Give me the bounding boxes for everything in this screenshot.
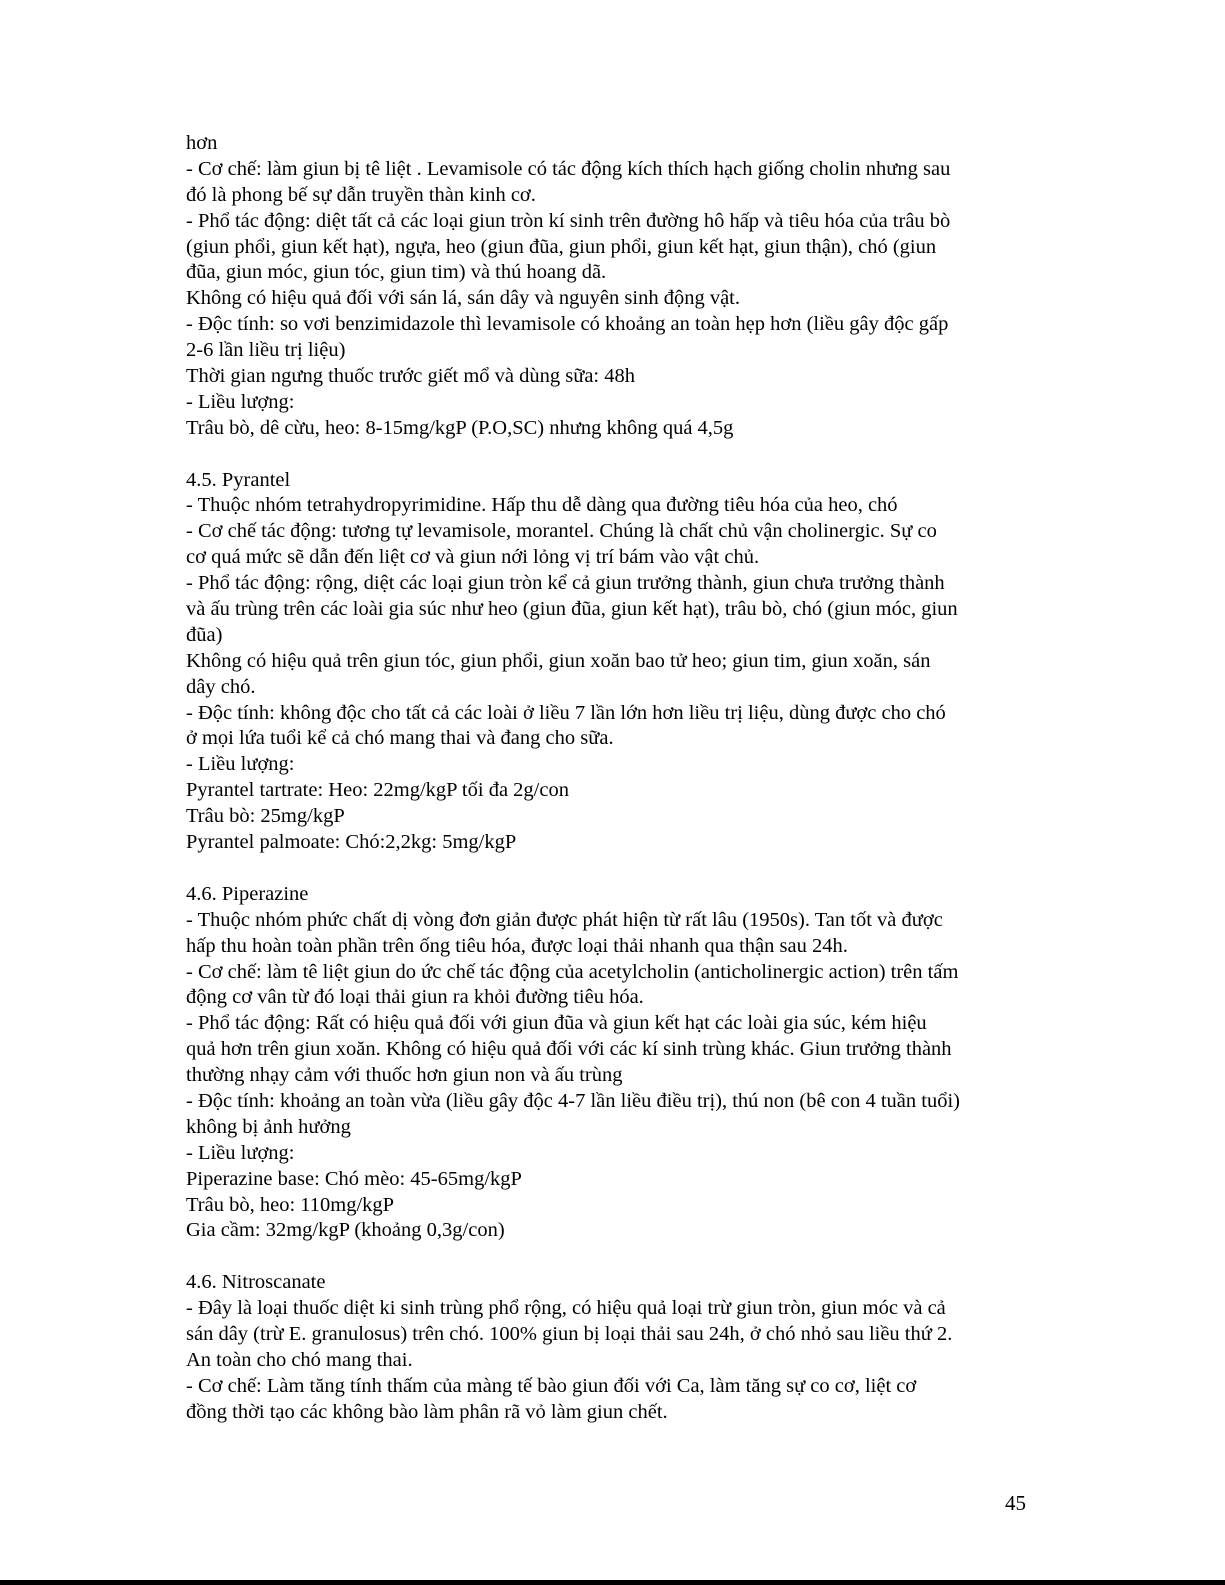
page-bottom-edge (0, 1580, 1225, 1585)
text-line: quả hơn trên giun xoăn. Không có hiệu quả đối với các kí sinh trùng khác. Giun trưởng thành (186, 1038, 952, 1061)
text-line: thường nhạy cảm với thuốc hơn giun non và ấu trùng (186, 1064, 623, 1087)
text-line: - Liều lượng: (186, 390, 295, 413)
text-line: không bị ảnh hưởng (186, 1115, 351, 1138)
text-line: - Phổ tác động: diệt tất cả các loại giun tròn kí sinh trên đường hô hấp và tiêu hóa của trâu bò (186, 209, 951, 232)
text-line: Không có hiệu quả đối với sán lá, sán dây và nguyên sinh động vật. (186, 287, 740, 310)
text-line: sán dây (trừ E. granulosus) trên chó. 100% giun bị loại thải sau 24h, ở chó nhỏ sau liều thứ 2. (186, 1322, 953, 1345)
text-line: Không có hiệu quả trên giun tóc, giun phổi, giun xoăn bao tử heo; giun tim, giun xoăn, sán (186, 649, 931, 672)
text-line: Trâu bò, dê cừu, heo: 8-15mg/kgP (P.O,SC) nhưng không quá 4,5g (186, 416, 734, 439)
text-line: - Cơ chế: Làm tăng tính thấm của màng tế bào giun đối với Ca, làm tăng sự co cơ, liệt cơ (186, 1374, 917, 1397)
text-line: đũa, giun móc, giun tóc, giun tim) và thú hoang dã. (186, 261, 607, 284)
text-line: dây chó. (186, 675, 256, 698)
text-line: Trâu bò: 25mg/kgP (186, 805, 345, 828)
text-line: - Thuộc nhóm phức chất dị vòng đơn giản được phát hiện từ rất lâu (1950s). Tan tốt và được (186, 908, 943, 931)
text-line: - Độc tính: khoảng an toàn vừa (liều gây độc 4-7 lần liều điều trị), thú non (bê con 4 tuần tuổi) (186, 1089, 960, 1112)
text-line: Trâu bò, heo: 110mg/kgP (186, 1193, 395, 1216)
text-line: 4.5. Pyrantel (186, 468, 291, 491)
text-line: Pyrantel tartrate: Heo: 22mg/kgP tối đa 2g/con (186, 779, 569, 802)
text-line: - Cơ chế: làm tê liệt giun do ức chế tác động của acetylcholin (anticholinergic action) trên tấm (186, 960, 959, 983)
blank-line (186, 442, 1046, 468)
text-line: 4.6. Piperazine (186, 882, 309, 905)
text-line: hấp thu hoàn toàn phần trên ống tiêu hóa, được loại thải nhanh qua thận sau 24h. (186, 934, 848, 957)
text-line: 2-6 lần liều trị liệu) (186, 339, 346, 362)
text-line: - Đây là loại thuốc diệt ki sinh trùng phổ rộng, có hiệu quả loại trừ giun tròn, giun móc và cả (186, 1297, 946, 1320)
text-line: và ấu trùng trên các loài gia súc như heo (giun đũa, giun kết hạt), trâu bò, chó (giun móc, giun (186, 598, 958, 621)
text-line: - Thuộc nhóm tetrahydropyrimidine. Hấp thu dễ dàng qua đường tiêu hóa của heo, chó (186, 494, 898, 517)
text-line: - Độc tính: so vơi benzimidazole thì levamisole có khoảng an toàn hẹp hơn (liều gây độc gấp (186, 313, 949, 336)
text-line: 4.6. Nitroscanate (186, 1271, 326, 1294)
text-line: An toàn cho chó mang thai. (186, 1348, 413, 1371)
text-line: - Liều lượng: (186, 1141, 295, 1164)
blank-line (186, 1244, 1046, 1270)
text-line: cơ quá mức sẽ dẫn đến liệt cơ và giun nới lỏng vị trí bám vào vật chủ. (186, 546, 760, 569)
text-line: - Cơ chế: làm giun bị tê liệt . Levamisole có tác động kích thích hạch giống cholin nhưng sau (186, 157, 951, 180)
text-line: đũa) (186, 623, 223, 646)
text-line: ở mọi lứa tuổi kể cả chó mang thai và đang cho sữa. (186, 727, 614, 750)
text-line: động cơ vân từ đó loại thải giun ra khỏi đường tiêu hóa. (186, 986, 644, 1009)
blank-line (186, 856, 1046, 882)
text-line: (giun phổi, giun kết hạt), ngựa, heo (giun đũa, giun phổi, giun kết hạt, giun thận), chó (giun (186, 235, 937, 258)
text-line: Piperazine base: Chó mèo: 45-65mg/kgP (186, 1167, 522, 1190)
page-body-text (186, 131, 1046, 1426)
text-line: Thời gian ngưng thuốc trước giết mổ và dùng sữa: 48h (186, 365, 635, 388)
text-line: - Phổ tác động: Rất có hiệu quả đối với giun đũa và giun kết hạt các loài gia súc, kém hiệu (186, 1012, 927, 1035)
text-line: - Cơ chế tác động: tương tự levamisole, morantel. Chúng là chất chủ vận cholinergic. Sự co (186, 520, 937, 543)
text-line: đồng thời tạo các không bào làm phân rã vỏ làm giun chết. (186, 1400, 668, 1423)
text-line: đó là phong bế sự dẫn truyền thàn kinh cơ. (186, 183, 536, 206)
text-line: - Độc tính: không độc cho tất cả các loài ở liều 7 lần lớn hơn liều trị liệu, dùng được cho chó (186, 701, 946, 724)
text-line: Gia cầm: 32mg/kgP (khoảng 0,3g/con) (186, 1219, 505, 1242)
text-line: - Liều lượng: (186, 753, 295, 776)
text-line: Pyrantel palmoate: Chó:2,2kg: 5mg/kgP (186, 831, 517, 854)
text-line: - Phổ tác động: rộng, diệt các loại giun tròn kể cả giun trưởng thành, giun chưa trưởng thành (186, 572, 945, 595)
text-line: hơn (186, 132, 218, 154)
page-number: 45 (1005, 1491, 1026, 1515)
